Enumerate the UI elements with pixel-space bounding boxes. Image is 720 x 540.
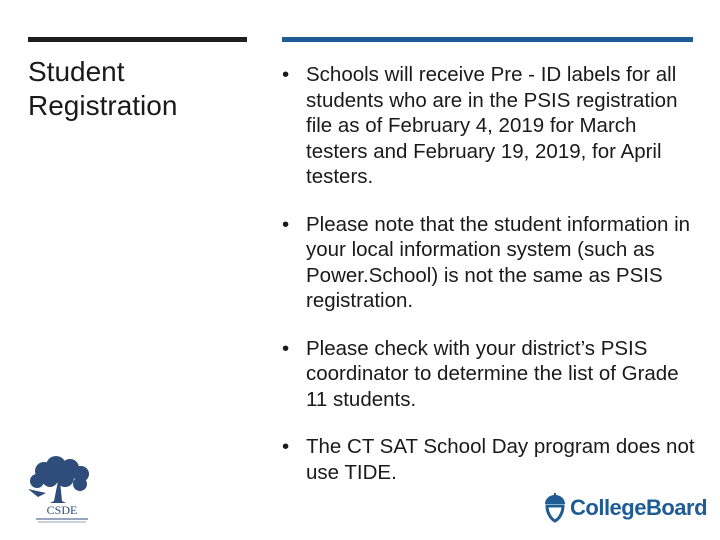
acorn-icon — [543, 493, 567, 523]
bullet-text: The CT SAT School Day program does not use TIDE. — [306, 435, 695, 484]
title-rule — [28, 37, 247, 42]
csde-logo-text: CSDE — [46, 503, 78, 517]
bullet-dot-icon: • — [282, 435, 290, 458]
bullet-dot-icon: • — [282, 336, 290, 360]
bullet-dot-icon: • — [282, 63, 290, 86]
bullet-text: Please note that the student information in your local information system (such as Power.School) is not the same as PSIS registration. — [306, 212, 691, 312]
bullet-text: Please check with your district’s PSIS coordinator to determine the list of Grade 11 students. — [306, 336, 679, 411]
bullet-list — [282, 62, 702, 507]
bullet-item — [282, 336, 702, 413]
slide-title-line-2: Registration — [28, 90, 178, 121]
content-rule — [282, 37, 693, 42]
bullet-item — [282, 212, 702, 314]
collegeboard-logo-text: CollegeBoard — [570, 495, 708, 520]
bullet-item — [282, 434, 702, 485]
bullet-text: Schools will receive Pre - ID labels for all students who are in the PSIS registration file as of February 4, 2019 for March testers and February 19, 2019, for April testers. — [306, 63, 678, 188]
slide-title — [28, 55, 258, 123]
slide-title-line-1: Student — [28, 56, 125, 87]
csde-logo — [20, 455, 104, 525]
bullet-item — [282, 62, 702, 190]
collegeboard-logo — [543, 492, 707, 524]
bullet-dot-icon: • — [282, 212, 290, 236]
